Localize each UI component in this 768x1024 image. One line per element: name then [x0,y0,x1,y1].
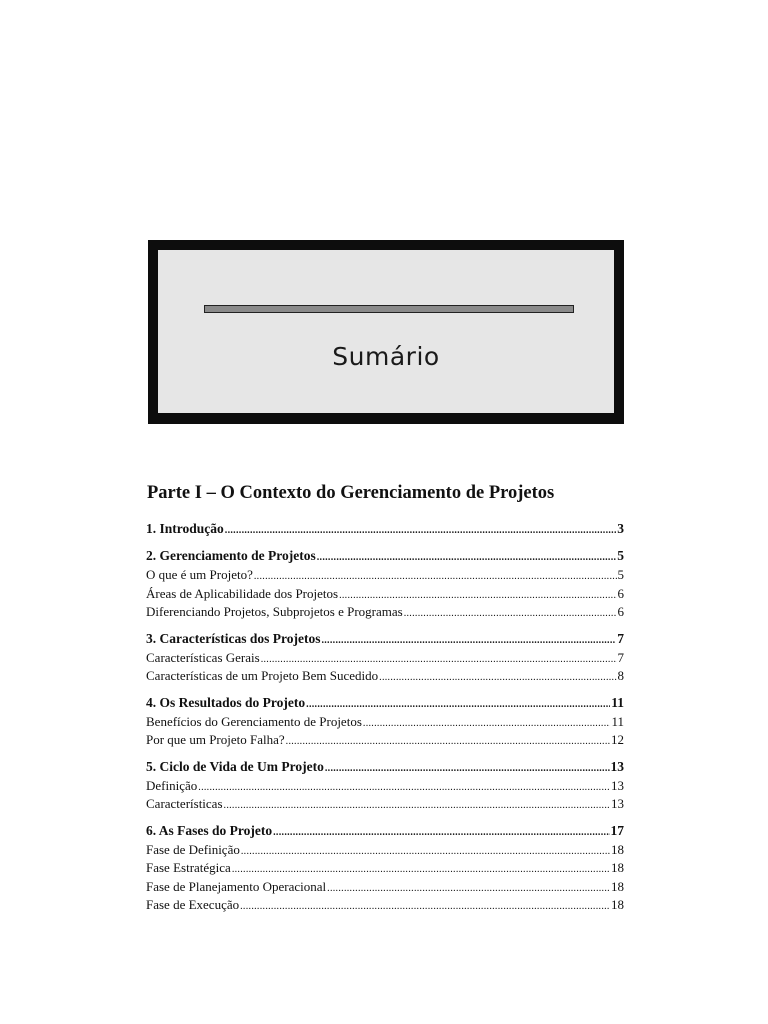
toc-entry-label: Fase de Execução [146,897,240,912]
toc-entry[interactable] [146,796,624,815]
toc-section-title: 4. Os Resultados do Projeto [146,694,306,710]
toc-section-title: 1. Introdução [146,521,224,536]
toc-leader-dots [325,760,610,778]
toc-section-title: 6. As Fases do Projeto [146,822,273,838]
part-title: Parte I – O Contexto do Gerenciamento de Projetos [147,483,555,503]
toc-section [146,630,624,687]
toc-section [146,694,624,751]
toc-entry-label: Fase de Definição [146,841,240,857]
toc-page-number: 6 [617,604,624,619]
toc-page-number: 5 [617,567,624,582]
toc-entry-label: Definição [146,777,198,793]
toc-leader-dots [379,670,616,687]
toc-page-number: 18 [611,860,624,875]
toc-page-number: 17 [610,822,624,838]
toc-page-number: 7 [617,630,624,646]
toc-page-number: 13 [611,796,624,811]
toc-section [146,520,624,540]
banner-title: Sumário [332,342,440,371]
toc-leader-dots [306,696,610,714]
toc-entry[interactable] [146,567,624,586]
toc-page-number: 3 [617,521,624,536]
toc-page-number: 8 [617,668,624,683]
summary-banner [148,240,624,424]
toc-entry-label: Por que um Projeto Falha? [146,732,285,747]
toc-page-number: 13 [610,758,624,774]
toc-leader-dots [225,522,616,540]
toc-page-number: 18 [611,897,624,912]
toc-leader-dots [198,780,610,797]
toc-section-heading[interactable] [146,630,624,650]
toc-entry[interactable] [146,860,624,879]
toc-entry[interactable] [146,842,624,861]
toc-page-number: 12 [611,732,624,747]
toc-section-heading[interactable] [146,822,624,842]
toc-page-number: 11 [611,694,624,710]
toc-leader-dots [240,899,610,916]
toc-entry[interactable] [146,586,624,605]
toc-page-number: 5 [617,548,624,563]
toc-page-number: 18 [611,841,624,857]
toc-entry[interactable] [146,778,624,797]
toc-section-title: 5. Ciclo de Vida de Um Projeto [146,758,324,774]
toc-section-title: 3. Características dos Projetos [146,630,321,646]
toc-section-title: 2. Gerenciamento de Projetos [146,548,316,563]
toc-leader-dots [273,824,609,842]
toc-leader-dots [327,881,610,898]
toc-entry-label: O que é um Projeto? [146,567,253,582]
toc-page-number: 18 [611,878,624,894]
toc-section [146,822,624,916]
toc-section-heading[interactable] [146,547,624,567]
toc-entry-label: Características de um Projeto Bem Sucedido [146,668,379,683]
toc-entry[interactable] [146,604,624,623]
toc-entry-label: Diferenciando Projetos, Subprojetos e Programas [146,604,403,619]
toc-section-heading[interactable] [146,520,624,540]
toc-page-number: 11 [611,713,624,729]
toc-section-heading[interactable] [146,758,624,778]
toc-leader-dots [286,734,610,751]
toc-section [146,547,624,623]
toc-leader-dots [317,549,617,567]
toc-entry[interactable] [146,714,624,733]
banner-rule [204,305,574,313]
toc-page-number: 6 [617,585,624,601]
toc-entry-label: Áreas de Aplicabilidade dos Projetos [146,585,339,601]
toc-section-heading[interactable] [146,694,624,714]
toc-page-number: 7 [617,649,624,665]
toc-leader-dots [254,569,617,586]
toc-entry[interactable] [146,879,624,898]
toc-page-number: 13 [611,777,624,793]
toc-leader-dots [232,862,610,879]
toc-entry[interactable] [146,732,624,751]
toc-entry-label: Benefícios do Gerenciamento de Projetos [146,713,362,729]
toc-leader-dots [261,652,617,669]
toc-entry-label: Fase Estratégica [146,860,231,875]
toc-leader-dots [321,632,616,650]
toc-leader-dots [224,798,610,815]
toc-entry-label: Características Gerais [146,649,260,665]
toc-entry[interactable] [146,897,624,916]
toc-leader-dots [241,844,610,861]
toc-leader-dots [339,588,616,605]
toc-entry[interactable] [146,650,624,669]
toc-entry-label: Características [146,796,223,811]
toc-leader-dots [404,606,617,623]
toc-section [146,758,624,815]
toc-leader-dots [363,716,611,733]
toc-entry-label: Fase de Planejamento Operacional [146,878,327,894]
toc-entry[interactable] [146,668,624,687]
table-of-contents [146,520,624,923]
